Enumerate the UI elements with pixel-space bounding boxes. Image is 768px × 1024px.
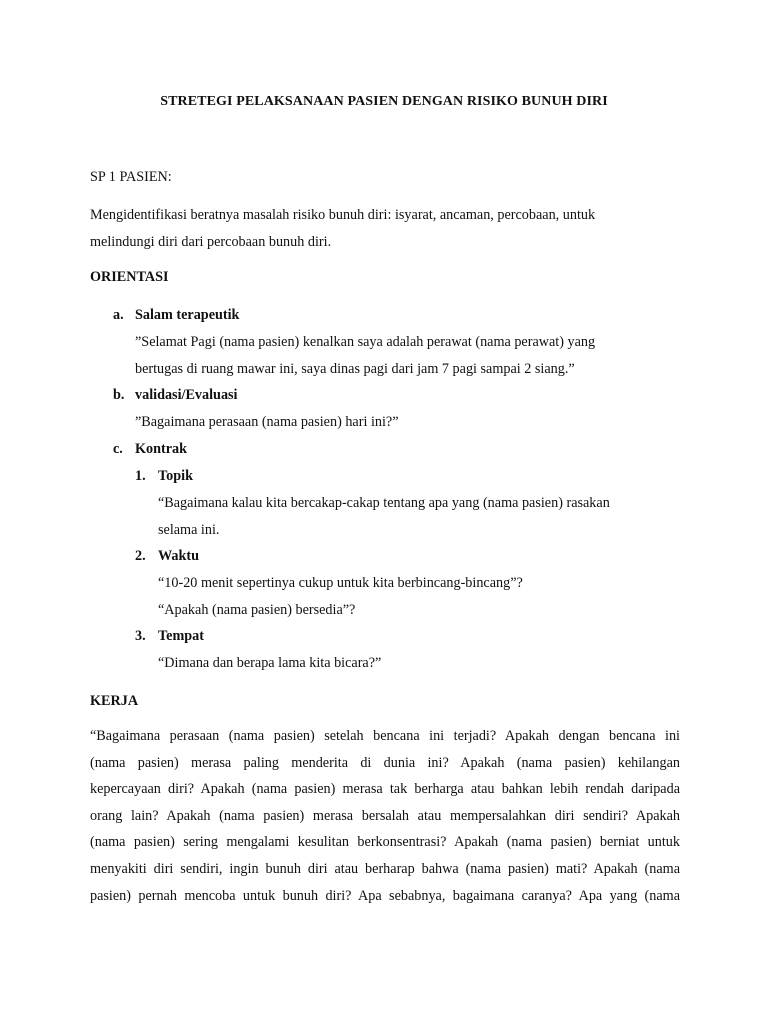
topik-line-1: “Bagaimana kalau kita bercakap-cakap tentang apa yang (nama pasien) rasakan [158, 495, 610, 511]
salam-line-2: bertugas di ruang mawar ini, saya dinas pagi dari jam 7 pagi sampai 2 siang.” [135, 361, 575, 377]
topik-line-2: selama ini. [158, 522, 220, 538]
intro-line-1: Mengidentifikasi beratnya masalah risiko bunuh diri: isyarat, ancaman, percobaan, untuk [90, 207, 596, 223]
list-marker-1: 1. [135, 468, 146, 484]
waktu-label: Waktu [158, 548, 200, 564]
waktu-line-2: “Apakah (nama pasien) bersedia”? [158, 602, 356, 618]
kerja-heading: KERJA [90, 693, 139, 709]
tempat-label: Tempat [158, 628, 204, 644]
sp-heading: SP 1 PASIEN: [90, 169, 172, 185]
kerja-line: orang lain? Apakah (nama pasien) merasa bersalah atau mempersalahkan diri sendiri? Apakah [90, 807, 680, 824]
kerja-line: “Bagaimana perasaan (nama pasien) setelah bencana ini terjadi? Apakah dengan bencana ini [90, 728, 680, 744]
intro-line-2: melindungi diri dari percobaan bunuh diri. [90, 234, 332, 250]
orientasi-heading: ORIENTASI [90, 269, 169, 285]
salam-label: Salam terapeutik [135, 307, 240, 323]
page-title: STRETEGI PELAKSANAAN PASIEN DENGAN RISIKO BUNUH DIRI [160, 94, 608, 109]
topik-label: Topik [158, 468, 193, 484]
kerja-line: menyakiti diri sendiri, ingin bunuh diri atau berharap bahwa (nama pasien) mati? Apakah (nama [90, 860, 680, 877]
kerja-line: (nama pasien) sering mengalami kesulitan berkonsentrasi? Apakah (nama pasien) berniat untuk [90, 834, 680, 851]
validasi-line-1: ”Bagaimana perasaan (nama pasien) hari ini?” [135, 414, 399, 430]
salam-line-1: ”Selamat Pagi (nama pasien) kenalkan saya adalah perawat (nama perawat) yang [135, 334, 596, 350]
kerja-paragraph [90, 723, 680, 909]
list-marker-a: a. [113, 307, 124, 323]
waktu-line-1: “10-20 menit sepertinya cukup untuk kita berbincang-bincang”? [158, 575, 523, 591]
list-marker-2: 2. [135, 548, 146, 564]
tempat-line-1: “Dimana dan berapa lama kita bicara?” [158, 655, 382, 671]
list-marker-3: 3. [135, 628, 146, 644]
list-marker-c: c. [113, 441, 123, 457]
list-marker-b: b. [113, 387, 125, 403]
kerja-line: kepercayaan diri? Apakah (nama pasien) merasa tak berharga atau bahkan lebih rendah daripada [90, 781, 680, 798]
validasi-label: validasi/Evaluasi [135, 387, 238, 403]
kerja-line: (nama pasien) merasa paling menderita di dunia ini? Apakah (nama pasien) kehilangan [90, 754, 680, 771]
kontrak-label: Kontrak [135, 441, 188, 457]
kerja-line: pasien) pernah mencoba untuk bunuh diri? Apa sebabnya, bagaimana caranya? Apa yang (nama [90, 887, 680, 904]
